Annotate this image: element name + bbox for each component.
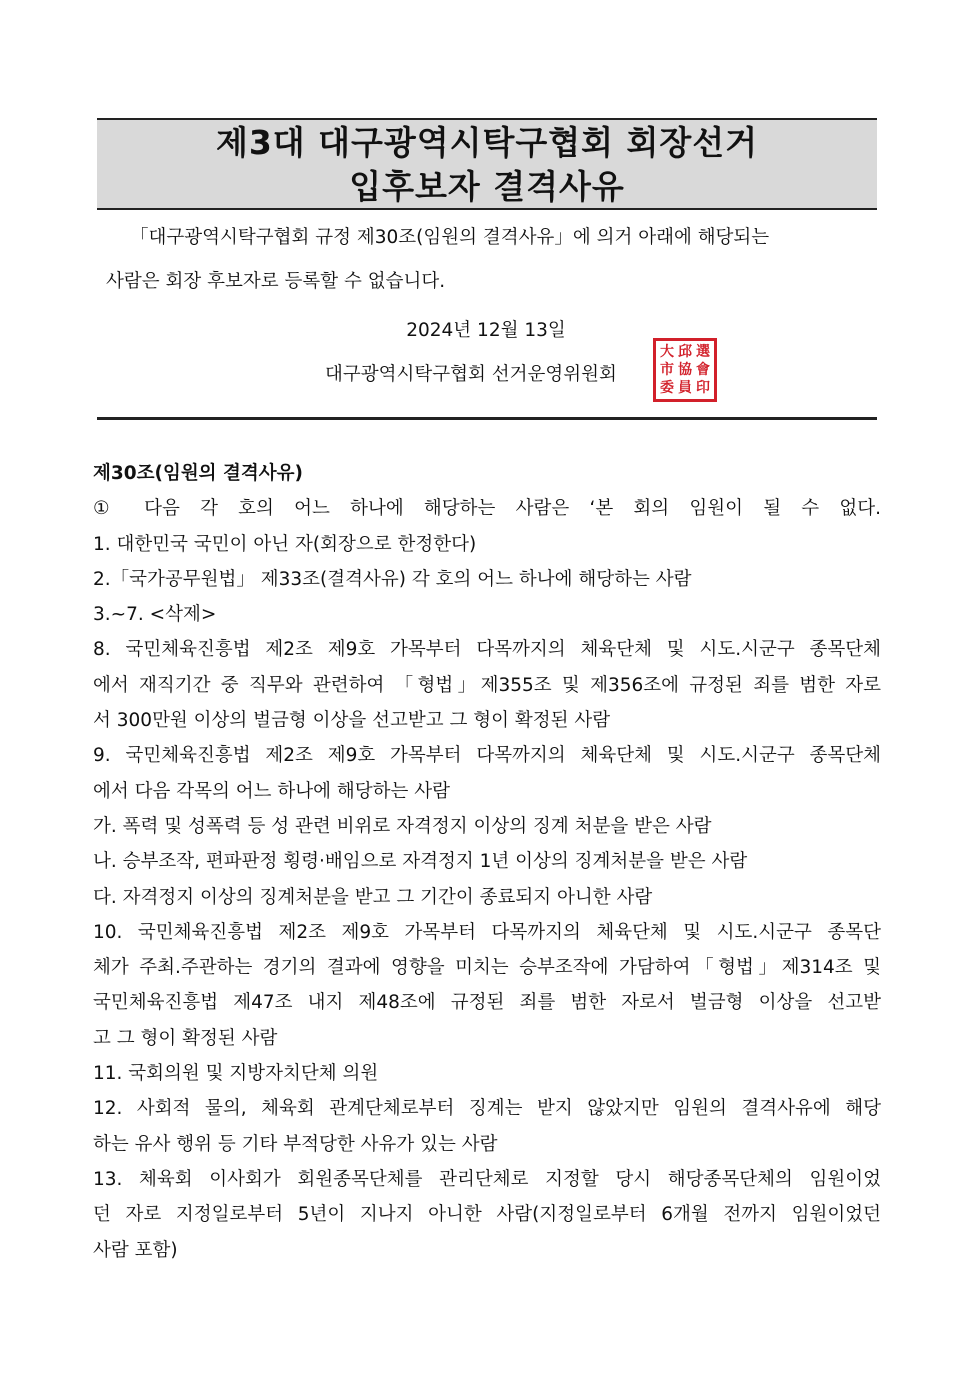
seal-char: 印 <box>696 380 710 396</box>
article-line: 체가 주최.주관하는 경기의 결과에 영향을 미치는 승부조작에 가담하여「형법」제314조 및 <box>93 957 881 979</box>
committee-name: 대구광역시탁구협회 선거운영위원회 <box>325 364 617 385</box>
article-line: 2.「국가공무원법」 제33조(결격사유) 각 호의 어느 하나에 해당하는 사람 <box>93 568 692 590</box>
title-line-2: 입후보자 결격사유 <box>349 167 625 206</box>
article-line: 1. 대한민국 국민이 아닌 자(회장으로 한정한다) <box>93 533 477 555</box>
seal-char: 員 <box>678 380 692 396</box>
notice-date: 2024년 12월 13일 <box>406 320 566 341</box>
article-line: 가. 폭력 및 성폭력 등 성 관련 비위로 자격정지 이상의 징계 처분을 받은 사람 <box>93 815 712 837</box>
official-seal-icon <box>653 338 717 402</box>
article-line: 13. 체육회 이사회가 회원종목단체를 관리단체로 지정할 당시 해당종목단체의 임원이었 <box>93 1168 881 1190</box>
seal-char: 協 <box>678 362 692 378</box>
seal-char: 選 <box>696 344 710 360</box>
article-line: 에서 다음 각목의 어느 하나에 해당하는 사람 <box>93 780 450 802</box>
seal-char: 委 <box>660 380 674 396</box>
article-line: 8. 국민체육진흥법 제2조 제9호 가목부터 다목까지의 체육단체 및 시도.시군구 종목단체 <box>93 639 881 661</box>
seal-char: 大 <box>660 344 674 360</box>
article-line: 11. 국회의원 및 지방자치단체 의원 <box>93 1063 379 1085</box>
article-line: 국민체육진흥법 제47조 내지 제48조에 규정된 죄를 범한 자로서 벌금형 이상을 선고받 <box>93 992 881 1014</box>
intro-line-1: 「대구광역시탁구협회 규정 제30조(임원의 결격사유」에 의거 아래에 해당되는 <box>130 227 770 248</box>
article-line: 던 자로 지정일로부터 5년이 지나지 아니한 사람(지정일로부터 6개월 전까지 임원이었던 <box>93 1204 881 1226</box>
article-line: 3.~7. <삭제> <box>93 604 217 626</box>
section-divider <box>97 417 877 420</box>
seal-char: 市 <box>660 362 674 378</box>
article-heading: 제30조(임원의 결격사유) <box>93 463 303 484</box>
title-line-1: 제3대 대구광역시탁구협회 회장선거 <box>215 123 759 162</box>
article-line: 에서 재직기간 중 직무와 관련하여 「형법」제355조 및 제356조에 규정된 죄를 범한 자로 <box>93 674 881 696</box>
article-line: 나. 승부조작, 편파판정 횡령·배임으로 자격정지 1년 이상의 징계처분을 받은 사람 <box>93 851 748 873</box>
article-line: 10. 국민체육진흥법 제2조 제9호 가목부터 다목까지의 체육단체 및 시도.시군구 종목단 <box>93 921 881 943</box>
article-line: 하는 유사 행위 등 기타 부적당한 사유가 있는 사람 <box>93 1133 498 1155</box>
seal-char: 會 <box>696 362 710 378</box>
article-body <box>93 456 881 1268</box>
seal-char: 邱 <box>678 344 692 360</box>
article-line: 12. 사회적 물의, 체육회 관계단체로부터 징계는 받지 않았지만 임원의 결격사유에 해당 <box>93 1098 881 1120</box>
article-line: 사람 포함) <box>93 1239 178 1261</box>
article-line: ① 다음 각 호의 어느 하나에 해당하는 사람은 ‘본 회의 임원이 될 수 없다. <box>93 498 881 520</box>
title-box <box>97 118 877 210</box>
article-line: 서 300만원 이상의 벌금형 이상을 선고받고 그 형이 확정된 사람 <box>93 710 611 732</box>
article-line: 다. 자격정지 이상의 징계처분을 받고 그 기간이 종료되지 아니한 사람 <box>93 886 653 908</box>
article-line: 9. 국민체육진흥법 제2조 제9호 가목부터 다목까지의 체육단체 및 시도.시군구 종목단체 <box>93 745 881 767</box>
article-line: 고 그 형이 확정된 사람 <box>93 1027 278 1049</box>
intro-line-2: 사람은 회장 후보자로 등록할 수 없습니다. <box>106 271 446 292</box>
